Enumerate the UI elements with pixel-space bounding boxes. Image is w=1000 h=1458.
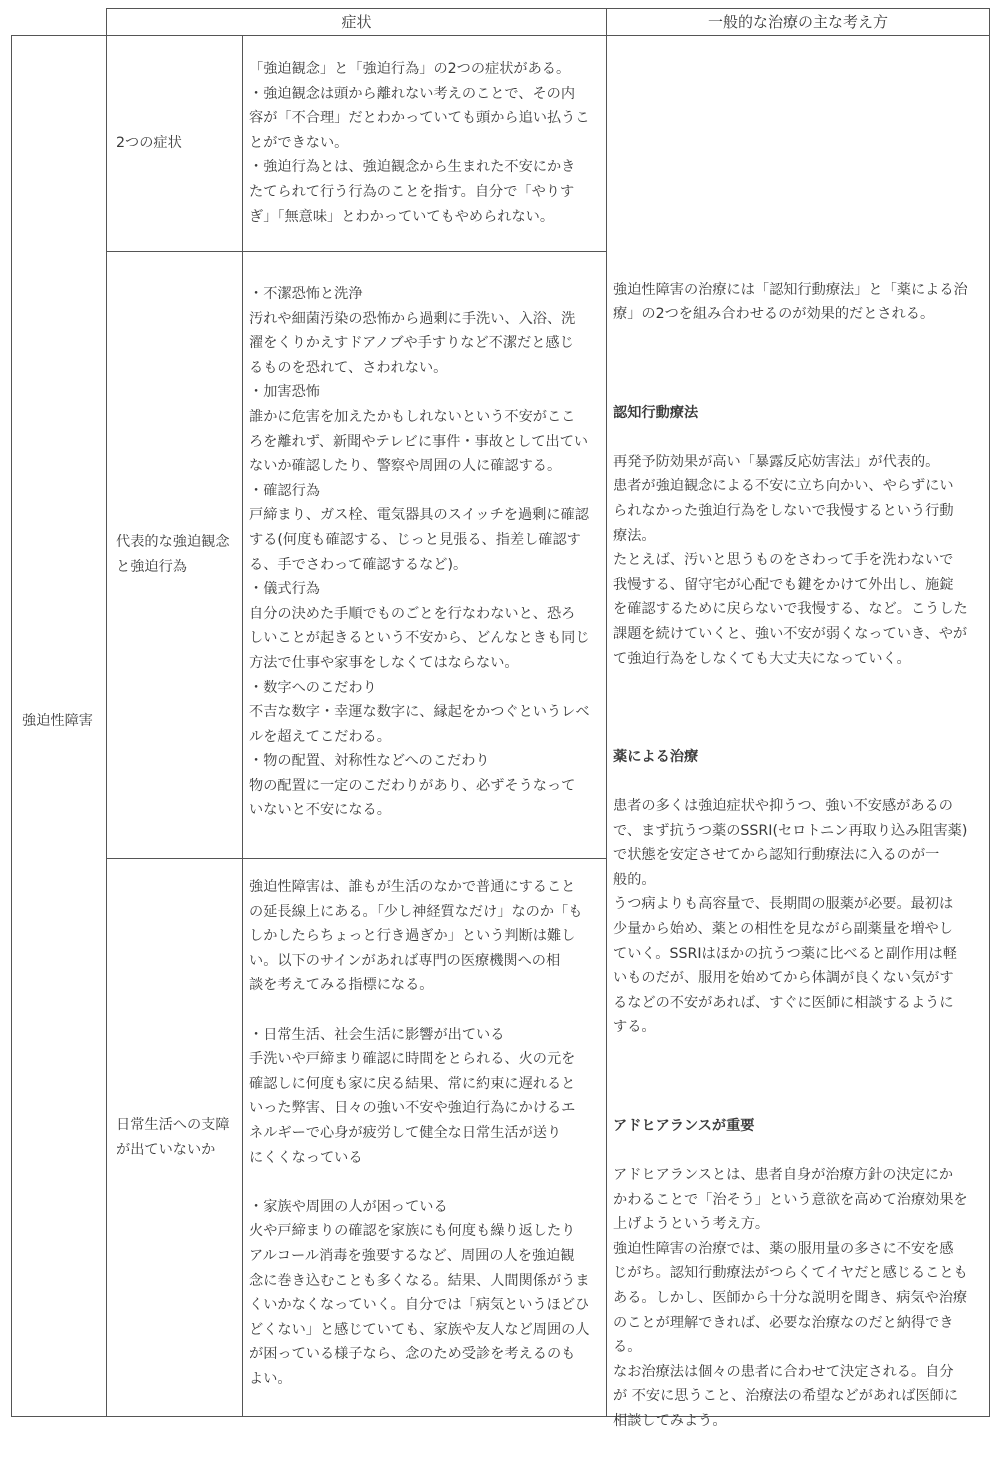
header-treatment: 一般的な治療の主な考え方 (707, 13, 888, 31)
row-label-two-symptoms: 2つの症状 (116, 135, 182, 152)
treatment-heading-adherence: アドヒアランスが重要 (613, 1117, 755, 1134)
border-col-3 (606, 8, 607, 1417)
border-col-1 (106, 8, 107, 1417)
treatment-heading-cbt: 認知行動療法 (613, 404, 699, 421)
border-top-header (106, 8, 990, 9)
header-symptoms: 症状 (341, 13, 372, 31)
row-text-representative: ・不潔恐怖と洗浄 汚れや細菌汚染の恐怖から過剰に手洗い、入浴、洗 濯をくりかえすドアノブや手すりなど不潔だと感じ るものを恐れて、さわれない。 ・加害恐怖 誰かに危害を加えたかもしれないという不安がここ ろを離れず、新聞やテレビに事件・事故として出てい ないか確認したり、警察や周囲の人に確認する。 ・確認行為 戸締まり、ガス栓、電気器具のスイッチを過剰に確認 する(何度も確認する、じっと見張る、指差し確認す る、手でさわって確認するなど)。 ・儀式行為 自分の決めた手順でものごとを行なわないと、恐ろ しいことが起きるという不安から、どんなときも同じ 方法で仕事や家事をしなくてはならない。 ・数字へのこだわり 不吉な数字・幸運な数字に、縁起をかつぐというレベ ルを超えてこだわる。 ・物の配置、対称性などへのこだわり 物の配置に一定のこだわりがあり、必ずそうなって いないと不安になる。 (249, 286, 590, 819)
treatment-column (613, 253, 988, 1458)
row-text-daily-life: 強迫性障害は、誰もが生活のなかで普通にすること の延長線上にある。「少し神経質なだけ」なのか「も しかしたらちょっと行き過ぎか」という判断は難し い。以下のサインがあれば専門の医療機関への相 談を考えてみる指標になる。 ・日常生活、社会生活に影響が出ている 手洗いや戸締まり確認に時間をとられる、火の元を 確認しに何度も家に戻る結果、常に約束に遅れると いった弊害、日々の強い不安や強迫行為にかけるエ ネルギーで心身が疲労して健全な日常生活が送り にくくなっている ・家族や周囲の人が困っている 火や戸締まりの確認を家族にも何度も繰り返したり アルコール消毒を強要するなど、周囲の人を強迫観 念に巻き込むことも多くなる。結果、人間関係がうま くいかなくなっていく。自分では「病気というほどひ どくない」と感じていても、家族や友人など周囲の人 が困っている様子なら、念のため受診を考えるのも よい。 (249, 879, 590, 1387)
treatment-body-adherence: アドヒアランスとは、患者自身が治療方針の決定にか かわることで「治そう」という意欲を高めて治療効果を 上げようという考え方。 強迫性障害の治療では、薬の服用量の多さに不安を感 じがち。認知行動療法がつらくてイヤだと感じることも ある。しかし、医師から十分な説明を聞き、病気や治療 のことが理解できれば、必要な治療なのだと納得でき る。 なお治療法は個々の患者に合わせて決定される。自分 が 不安に思うこと、治療法の希望などがあれば医師に 相談してみよう。 (613, 1166, 968, 1429)
treatment-intro: 強迫性障害の治療には「認知行動療法」と「薬による治 療」の2つを組み合わせるのが効果的だとされる。 (613, 281, 968, 323)
border-right (989, 8, 990, 1417)
treatment-body-medication: 患者の多くは強迫症状や抑うつ、強い不安感があるの で、まず抗うつ薬のSSRI(セロトニン再取り込み阻害薬) で状態を安定させてから認知行動療法に入るのが一 般的。 うつ病よりも高容量で、長期間の服薬が必要。最初は 少量から始め、薬との相性を見ながら副薬量を増やし ていく。SSRIはほかの抗うつ薬に比べると副作用は軽 いものだが、服用を始めてから体調が良くない気がす るなどの不安があれば、すぐに医師に相談するように する。 (613, 798, 968, 1036)
disorder-label: 強迫性障害 (22, 713, 93, 730)
border-left (11, 35, 12, 1417)
row-label-representative: 代表的な強迫観念 と強迫行為 (116, 534, 230, 575)
border-col-2 (242, 35, 243, 1417)
treatment-heading-medication: 薬による治療 (613, 748, 699, 765)
treatment-body-cbt: 再発予防効果が高い「暴露反応妨害法」が代表的。 患者が強迫観念による不安に立ち向かい、やらずにい られなかった強迫行為をしないで我慢するという行動 療法。 たとえば、汚いと思うものをさわって手を洗わないで 我慢する、留守宅が心配でも鍵をかけて外出し、施錠 を確認するために戻らないで我慢する、など。こうした 課題を続けていくと、強い不安が弱くなっていき、やが て強迫行為をしなくても大丈夫になっていく。 (613, 453, 968, 667)
row-text-two-symptoms: 「強迫観念」と「強迫行為」の2つの症状がある。 ・強迫観念は頭から離れない考えのことで、その内 容が「不合理」だとわかっていても頭から追い払うこ とができない。 ・強迫行為とは、強迫観念から生まれた不安にかき たてられて行う行為のことを指す。自分で「やりす ぎ」「無意味」とわかっていてもやめられない。 (249, 61, 590, 225)
row-label-daily-life: 日常生活への支障 が出ていないか (116, 1116, 230, 1158)
